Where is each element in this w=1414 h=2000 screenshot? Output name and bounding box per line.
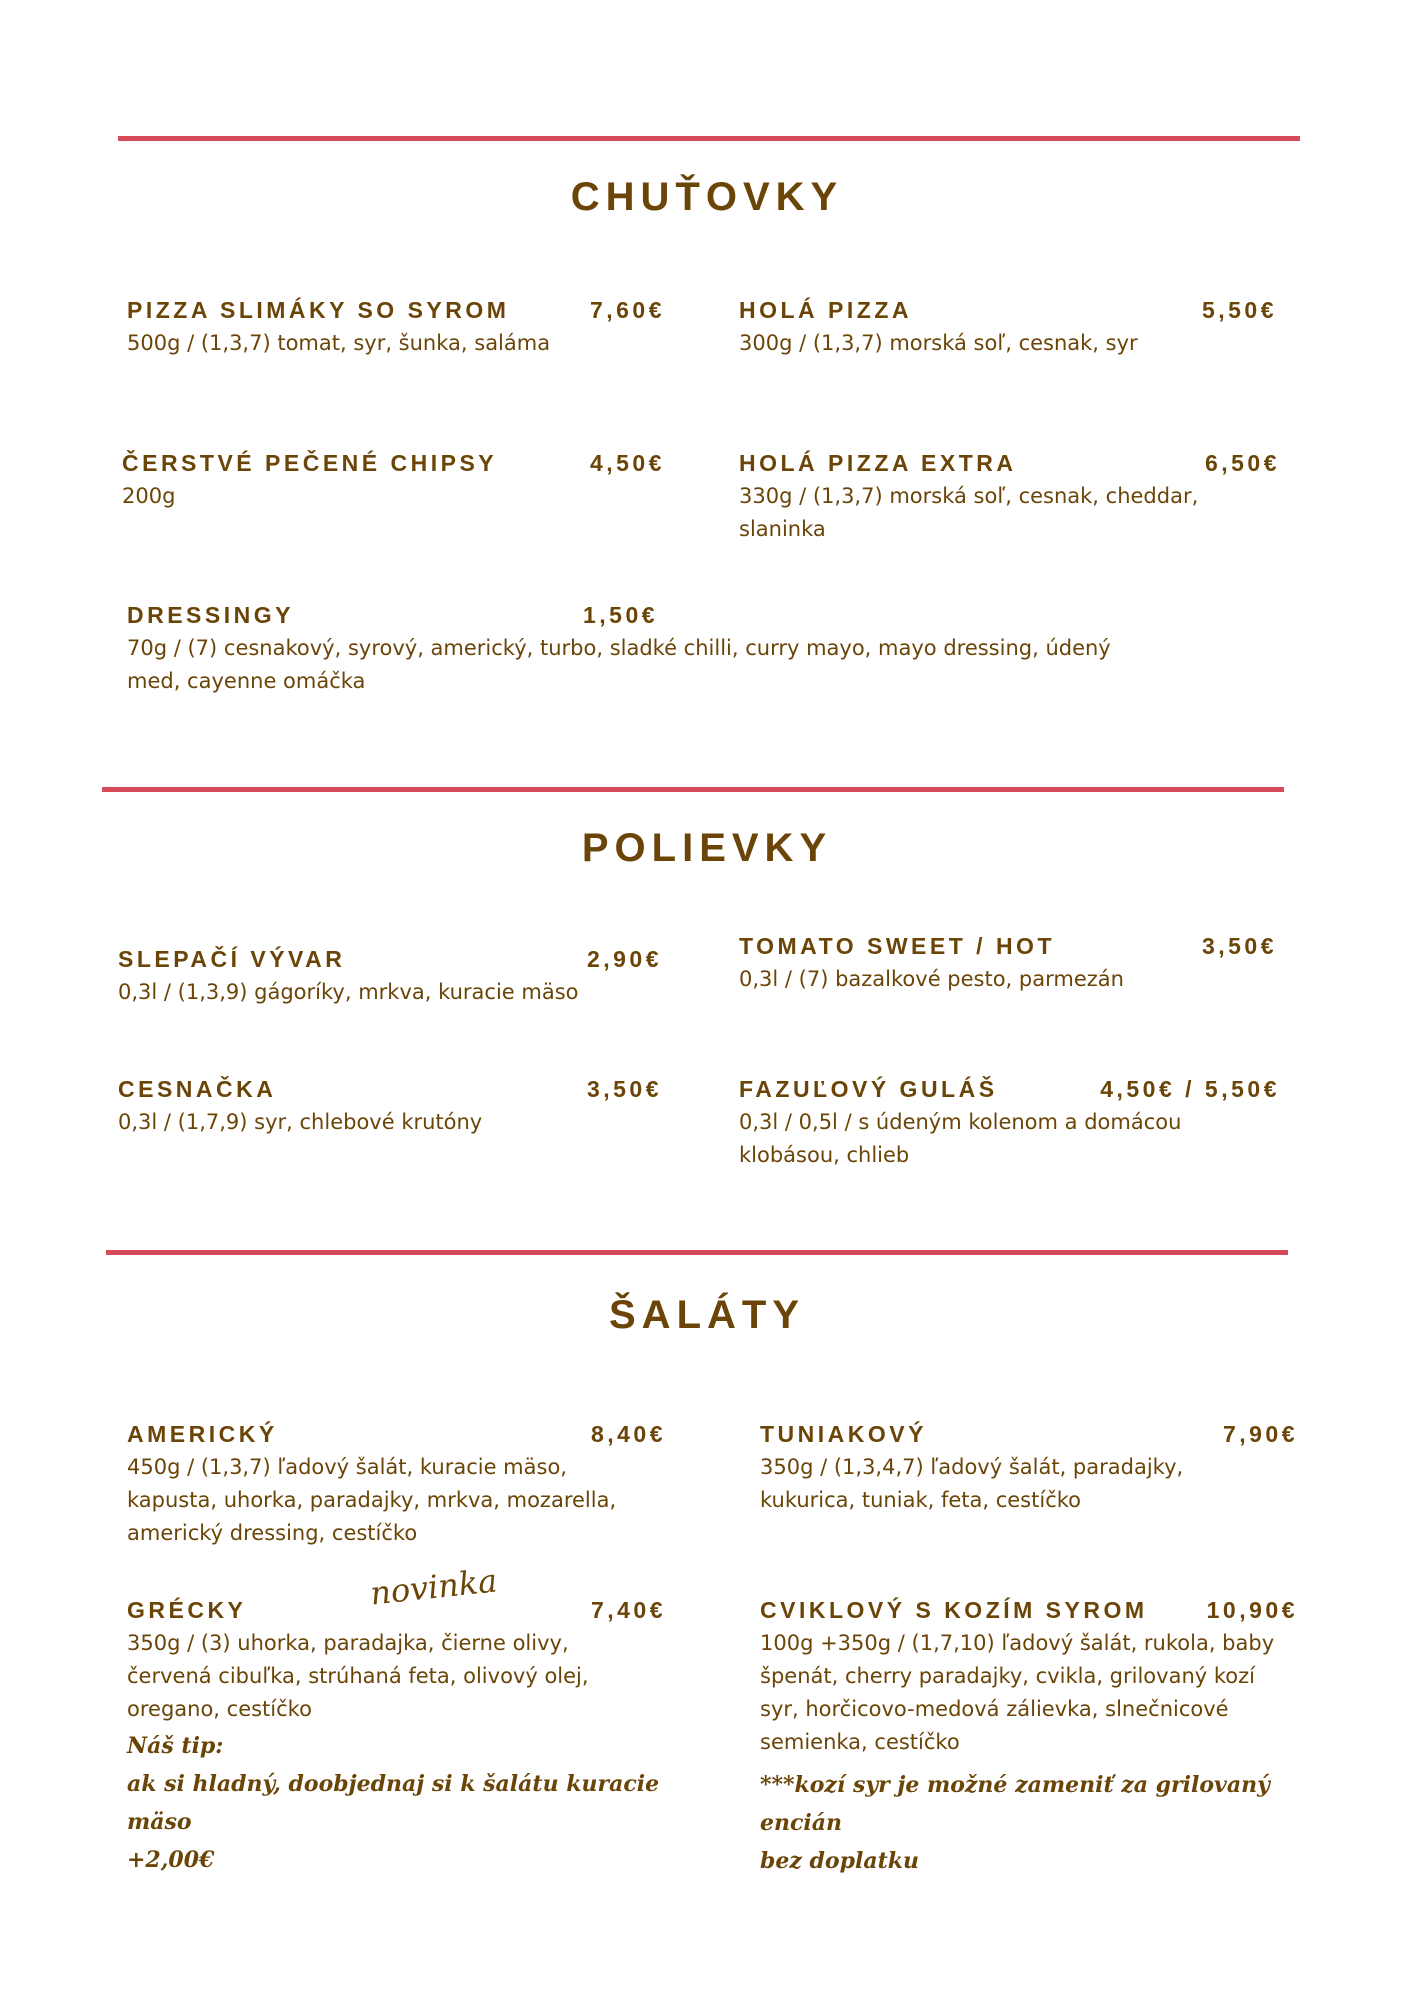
item-price: 7,90€ (1222, 1421, 1298, 1447)
section-divider-chutovky (118, 136, 1300, 141)
item-description: 0,3l / (1,3,9) gágoríky, mrkva, kuracie mäso (118, 980, 579, 1004)
item-name: SLEPAČÍ VÝVAR (118, 946, 346, 972)
item-description: 0,3l / (7) bazalkové pesto, parmezán (739, 967, 1124, 991)
novinka-badge: novinka (368, 1561, 499, 1613)
menu-item-hola-pizza (739, 293, 1277, 360)
item-description: 500g / (1,3,7) tomat, syr, šunka, saláma (127, 331, 551, 355)
item-description: 300g / (1,3,7) morská soľ, cesnak, syr (739, 331, 1138, 355)
menu-item-grecky (127, 1593, 666, 1726)
item-name: HOLÁ PIZZA (739, 297, 912, 323)
item-description: 100g +350g / (1,7,10) ľadový šalát, rukola, baby špenát, cherry paradajky, cvikla, grilovaný kozí syr, horčicovo-medová zálievka, slnečnicové semienka, cestíčko (760, 1631, 1275, 1754)
item-description: 330g / (1,3,7) morská soľ, cesnak, cheddar, slaninka (739, 484, 1199, 541)
item-description: 0,3l / (1,7,9) syr, chlebové krutóny (118, 1110, 483, 1134)
item-name: AMERICKÝ (127, 1421, 278, 1447)
note-line-1: ***kozí syr je možné zameniť za grilovaný encián (760, 1772, 1270, 1836)
section-divider-salaty (106, 1250, 1288, 1255)
item-name: GRÉCKY (127, 1597, 247, 1623)
tip-heading: Náš tip: (127, 1733, 224, 1759)
menu-item-cviklovy-kozi-syr (760, 1593, 1298, 1759)
menu-item-slepaci-vyvar (118, 942, 662, 1009)
menu-item-cerstve-chipsy (122, 446, 665, 513)
item-price: 7,40€ (590, 1597, 666, 1623)
item-description: 350g / (1,3,4,7) ľadový šalát, paradajky, kukurica, tuniak, feta, cestíčko (760, 1455, 1184, 1512)
menu-item-fazulovy-gulas (739, 1072, 1280, 1172)
item-price: 3,50€ (1201, 933, 1277, 959)
menu-item-dressingy (127, 598, 1127, 698)
item-price: 2,90€ (586, 946, 662, 972)
item-price: 3,50€ (586, 1076, 662, 1102)
item-price: 4,50€ / 5,50€ (1100, 1076, 1280, 1102)
item-description: 450g / (1,3,7) ľadový šalát, kuracie mäso, kapusta, uhorka, paradajky, mrkva, mozarella, americký dressing, cestíčko (127, 1455, 617, 1545)
menu-item-hola-pizza-extra (739, 446, 1280, 546)
item-description: 350g / (3) uhorka, paradajka, čierne olivy, červená cibuľka, strúhaná feta, olivový olej, oregano, cestíčko (127, 1631, 589, 1721)
section-title-salaty: ŠALÁTY (609, 1293, 805, 1337)
menu-item-pizza-slimaky (127, 293, 665, 360)
item-description: 0,3l / 0,5l / s údeným kolenom a domácou klobásou, chlieb (739, 1110, 1182, 1167)
item-price: 1,50€ (583, 602, 659, 628)
menu-item-americky (127, 1417, 666, 1550)
item-price: 4,50€ (589, 450, 665, 476)
item-name: CVIKLOVÝ S KOZÍM SYROM (760, 1597, 1148, 1623)
menu-item-tomato-sweet-hot (739, 929, 1277, 996)
section-divider-polievky (102, 787, 1284, 792)
item-name: FAZUĽOVÝ GULÁŠ (739, 1076, 998, 1102)
tip-price: +2,00€ (127, 1847, 215, 1873)
menu-item-cesnacka (118, 1072, 662, 1139)
item-price: 5,50€ (1201, 297, 1277, 323)
item-price: 10,90€ (1206, 1597, 1298, 1623)
tip-note (127, 1727, 687, 1879)
goat-cheese-note (760, 1766, 1320, 1880)
item-description: 200g (122, 484, 176, 508)
item-name: PIZZA SLIMÁKY SO SYROM (127, 297, 510, 323)
section-title-polievky: POLIEVKY (581, 826, 833, 870)
item-name: HOLÁ PIZZA EXTRA (739, 450, 1017, 476)
section-title-chutovky: CHUŤOVKY (570, 175, 844, 219)
item-description: 70g / (7) cesnakový, syrový, americký, turbo, sladké chilli, curry mayo, mayo dressing, údený med, cayenne omáčka (127, 636, 1111, 693)
item-name: TOMATO SWEET / HOT (739, 933, 1055, 959)
note-line-2: bez doplatku (760, 1848, 919, 1874)
item-name: ČERSTVÉ PEČENÉ CHIPSY (122, 450, 498, 476)
item-price: 6,50€ (1204, 450, 1280, 476)
item-name: DRESSINGY (127, 602, 294, 628)
item-name: CESNAČKA (118, 1076, 277, 1102)
tip-text: ak si hladný, doobjednaj si k šalátu kuracie mäso (127, 1771, 660, 1835)
menu-item-tuniakovy (760, 1417, 1298, 1517)
item-price: 8,40€ (590, 1421, 666, 1447)
item-name: TUNIAKOVÝ (760, 1421, 927, 1447)
item-price: 7,60€ (589, 297, 665, 323)
